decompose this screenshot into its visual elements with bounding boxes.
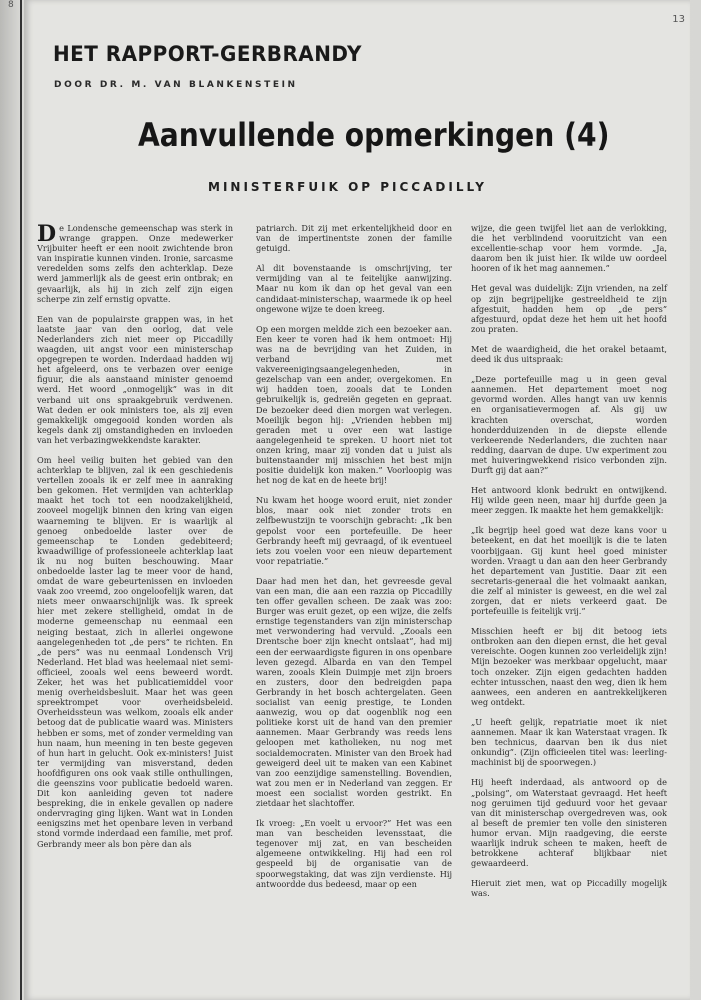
paragraph-text: e Londensche gemeenschap was sterk in wrange grappen. Onze medewerker Vrijbuiter heeft er een nooit zwichtende bron van inspiratie kunnen vinden. Ironie, sarcasme veredelden soms zelfs den achterklap. Deze werd jammerlijk als de geest erin ontbrak; en gevaarlijk, als hij in zich zelf zijn eigen scherpe zin zelf ernstig opvatte. [37,223,233,304]
column-1 [37,223,233,849]
paragraph: wijze, die geen twijfel liet aan de verlokking, die het verblindend vooruitzicht van een excellentie-schap voor hem vormde. „Ja, daarom ben ik juist hier. Ik wilde uw oordeel hooren of ik het mag aannemen.” [471,223,667,274]
article-title: Aanvullende opmerkingen (4) [138,116,610,154]
paragraph: Hij heeft inderdaad, als antwoord op de „polsing”, om Waterstaat gevraagd. Het heeft nog geruimen tijd geduurd voor het gevaar van dit ministerschap overgedreven was, ook al beseft de premier ten volle den sinisteren humor ervan. Mijn raadgeving, die eerste waarlijk indruk scheen te maken, heeft de betrokkene achteraf blijkbaar niet gewaardeerd. [471,777,667,869]
paragraph: patriarch. Dit zij met erkentelijkheid door en van de impertinentste zonen der familie getuigd. [256,223,452,254]
paragraph: Het geval was duidelijk: Zijn vrienden, na zelf op zijn begrijpelijke gestreeldheid te zijn afgestuit, hadden hem op „de pers” afgestuurd, opdat deze het hem uit het hoofd zou praten. [471,283,667,334]
drop-cap: D [37,221,57,247]
column-3 [471,223,667,898]
paragraph: Misschien heeft er bij dit betoog iets ontbroken aan den diepen ernst, die het geval vereischte. Oogen kunnen zoo verleidelijk zijn! Mijn bezoeker was merkbaar opgelucht, maar toch onzeker. Zijn eigen gedachten hadden echter intusschen, naast den weg, dien ik hem aanwees, een anderen en aantrekkelijkeren weg ontdekt. [471,626,667,707]
series-title: HET RAPPORT-GERBRANDY [53,42,362,66]
column-2 [256,223,452,889]
left-margin-rule [20,0,22,1000]
paragraph: Hieruit ziet men, wat op Piccadilly mogelijk was. [471,878,667,899]
page-number: 13 [672,14,685,25]
paragraph: „Ik begrijp heel goed wat deze kans voor u beteekent, en dat het moeilijk is die te laten voorbijgaan. Gij kunt heel goed minister worden. Vraagt u dan aan den heer Gerbrandy het departement van Justitie. Daar zit een secretaris-generaal die het volmaakt aankan, die zelf al minister is geweest, en die wel zal zorgen, dat er niets verkeerd gaat. De portefeuille is feitelijk vrij.” [471,525,667,617]
byline: DOOR DR. M. VAN BLANKENSTEIN [54,80,298,90]
article-subtitle: MINISTERFUIK OP PICCADILLY [208,180,487,194]
paragraph: Daar had men het dan, het gevreesde geval van een man, die aan een razzia op Piccadilly ten offer gevallen scheen. De zaak was zoo: Burger was eruit gezet, op een wijze, die zelfs ernstige tegenstanders van zijn ministerschap met verwondering had vervuld. „Zooals een Drentsche boer zijn knecht ontslaat”, had mij een der eerwaardigste figuren in ons openbare leven gezegd. Albarda en van den Tempel waren, zooals Klein Duimpje met zijn broers en zusters, door den bedreigden papa Gerbrandy in het bosch achtergelaten. Geen socialist van eenig prestige, te Londen aanwezig, wou op dat oogenblik nog een politieke korst uit de hand van den premier aannemen. Maar Gerbrandy was reeds lens geloopen met katholieken, nu nog met socialdemocraten. Minister van den Broek had geweigerd deel uit te maken van een Kabinet van zoo eenzijdige samenstelling. Bovendien, wat zou men er in Nederland van zeggen. Er moest een socialist worden gestrikt. En zietdaar het slachtoffer. [256,575,452,808]
paragraph [37,223,233,304]
paragraph: Ik vroeg: „En voelt u ervoor?” Het was een man van bescheiden levensstaat, die tegenover mij zat, en van bescheiden algemeene ontwikkeling. Hij had een rol gespeeld bij de organisatie van de spoorwegstaking, dat was zijn verdienste. Hij antwoordde dus bedeesd, maar op een [256,818,452,889]
paragraph: „Deze portefeuille mag u in geen geval aannemen. Het departement moet nog gevormd worden. Alles hangt van uw kennis en organisatievermogen af. Als gij uw krachten overschat, worden honderdduizenden in de diepste ellende verkeerende Nederlanders, die zuchten naar redding, daarvan de dupe. Uw experiment zou met huiveringwekkend risico verbonden zijn. Durft gij dat aan?” [471,374,667,475]
paragraph: „U heeft gelijk, repatriatie moet ik niet aannemen. Maar ik kan Waterstaat vragen. Ik ben technicus, daarvan ben ik dus niet onkundig”. (Zijn officieelen titel was: leerling-machinist bij de spoorwegen.) [471,716,667,768]
paragraph: Om heel veilig buiten het gebied van den achterklap te blijven, zal ik een geschiedenis vertellen zooals ik er zelf mee in aanraking ben gekomen. Het vermijden van achterklap maakt het toch tot een noodzakelijkheid, zooveel mogelijk binnen den kring van eigen waarneming te blijven. Er is waarlijk al genoeg onbedoelde laster over de gemeenschap te Londen gedebiteerd; kwaadwillige of professioneele achterklap laat ik nu nog buiten beschouwing. Maar onbedoelde laster lag te meer voor de hand, omdat de ware gebeurtenissen en invloeden vaak zoo vreemd, zoo ongeloofelijk waren, dat niets meer onwaarschijnlijk was. Ik spreek hier met zekere stelligheid, omdat in de moderne gemeenschap nu eenmaal een neiging bestaat, zich in allerlei ongewone aangelegenheden tot „de pers” te richten. En „de pers” was nu eenmaal Londensch Vrij Nederland. Het blad was heelemaal niet semi-officieel, zooals wel eens beweerd wordt. Zeker, het was het publicatiemiddel voor menig overheidsbesluit. Maar het was geen spreektrompet voor overheidsbeleid. Overheidssteun was welkom, zooals elk ander betoog dat de publicatie waard was. Ministers hebben er soms, met of zonder vermelding van hun naam, hun meening in ten beste gegeven of hun hart in gelucht. Ook ex-ministers! Juist ter vermijding van misverstand, deden hoofdfiguren ons ook vaak stille onthullingen, die geenszins voor publicatie bedoeld waren. Dit kon aanleiding geven tot nadere bespreking, die in enkele gevallen op nadere ondervraging ging lijken. Want wat in Londen eenigszins met het openbare leven in verband stond vormde inderdaad een familie, met prof. Gerbrandy meer als bon père dan als [37,454,233,849]
paragraph: Een van de populairste grappen was, in het laatste jaar van den oorlog, dat vele Nederlanders zich niet meer op Piccadilly waagden, uit angst voor een ministerschap opgegrepen te worden. Inderdaad hadden wij het afgeleerd, ons te verbazen over eenige figuur, die als aanstaand minister genoemd werd. Het woord „onmogelijk” was in dit verband uit ons spraakgebruik verdwenen. Wat deden er ook ministers toe, als zij even gemakkelijk omgegooid konden worden als kegels dank zij omstandigheden en invloeden van het verbazingwekkendste karakter. [37,313,233,445]
paragraph: Al dit bovenstaande is omschrijving, ter vermijding van al te feitelijke aanwijzing. Maar nu kom ik dan op het geval van een candidaat-ministerschap, waarmede ik op heel ongewone wijze te doen kreeg. [256,263,452,314]
paragraph: Nu kwam het hooge woord eruit, niet zonder blos, maar ook niet zonder trots en zelfbewustzijn te voorschijn gebracht: „Ik ben gepolst voor een portefeuille. De heer Gerbrandy heeft mij gevraagd, of ik eventueel iets zou voelen voor een nieuw departement voor repatriatie.” [256,495,452,566]
paragraph: Het antwoord klonk bedrukt en ontwijkend. Hij wilde geen neen, maar hij durfde geen ja meer zeggen. Ik maakte het hem gemakkelijk: [471,485,667,516]
paragraph: Op een morgen meldde zich een bezoeker aan. Een keer te voren had ik hem ontmoet: Hij was na de bevrijding van het Zuiden, in verband met vakvereenigingsaangelegenheden, in gezelschap van een ander, overgekomen. En wij hadden toen, zooals dat te Londen gebruikelijk is, gedreiën gegeten en gepraat. De bezoeker deed dien morgen wat verlegen. Moeilijk begon hij: „Vrienden hebben mij geraden met u over een wat lastige aangelegenheid te spreken. U hoort niet tot onzen kring, maar zij vonden dat u juist als buitenstaander mij misschien het best mijn positie duidelijk kon maken.” Voorloopig was het nog de kat en de heete brij! [256,323,452,486]
paragraph: Met de waardigheid, die het orakel betaamt, deed ik dus uitspraak: [471,343,667,365]
margin-mark: 8 [8,0,14,10]
